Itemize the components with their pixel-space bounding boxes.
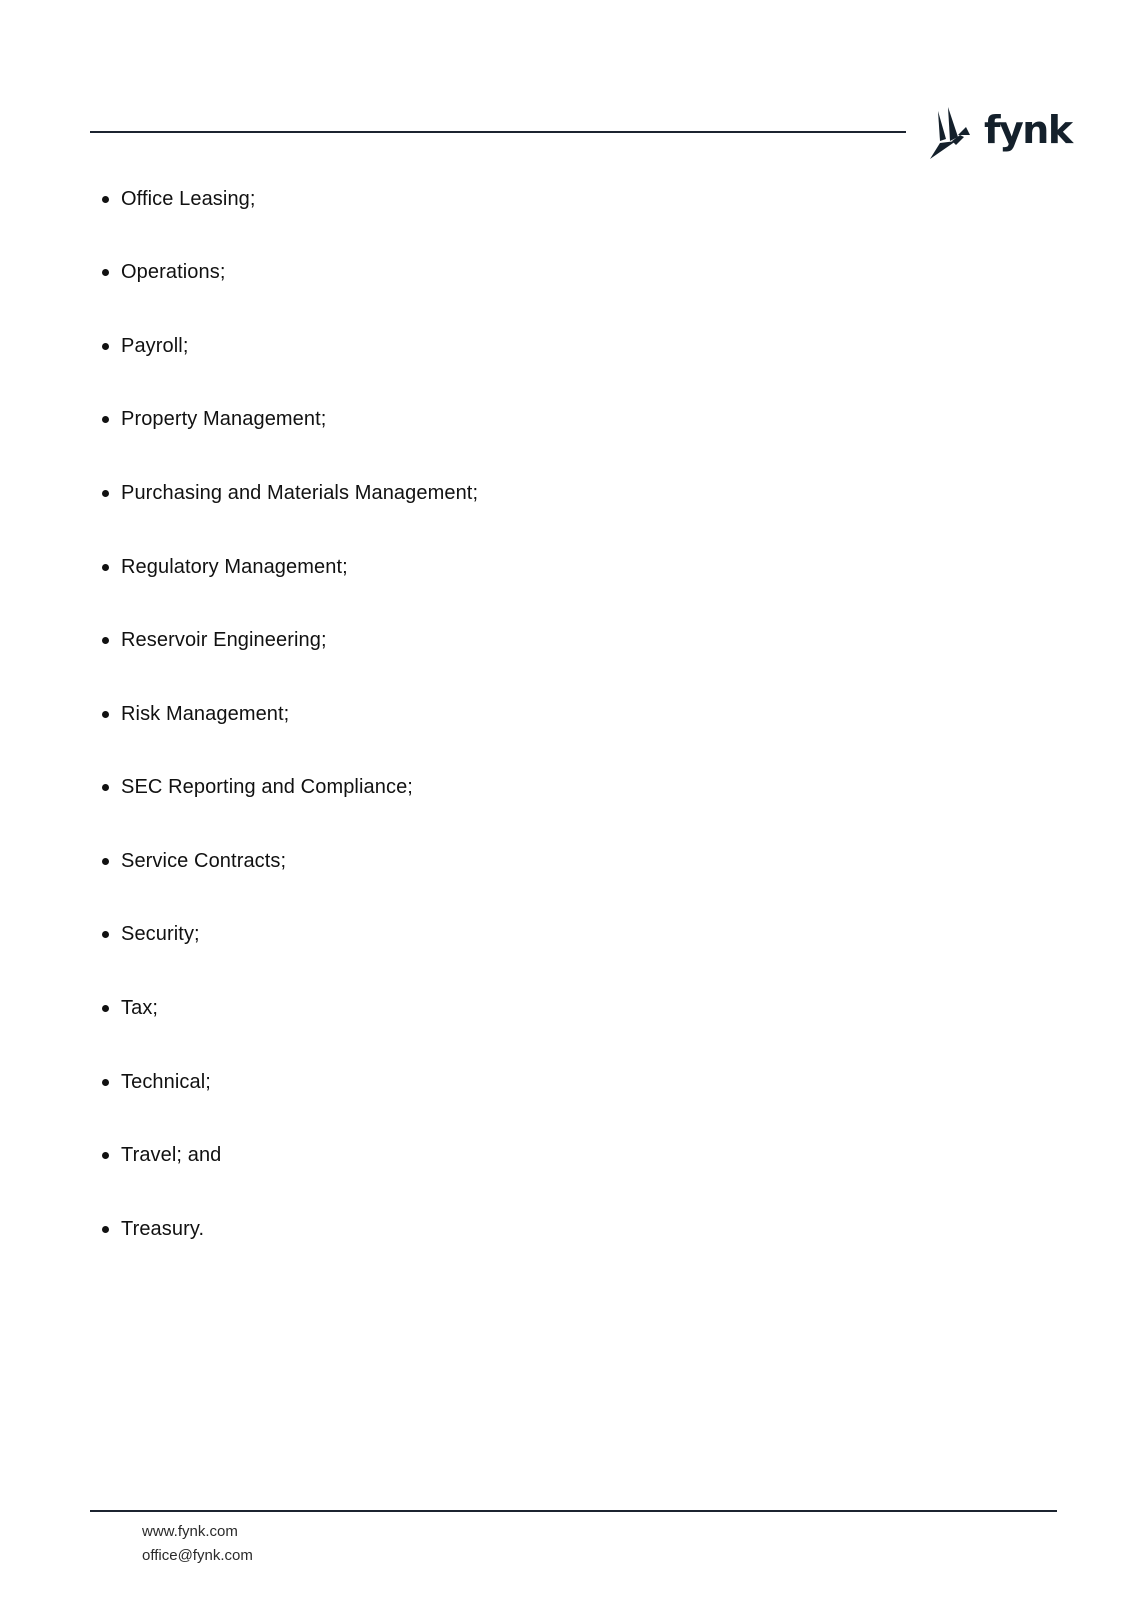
bullet-icon [102,1005,109,1012]
list-item [102,479,478,507]
list-item-text: Operations; [121,260,226,283]
logo-wordmark: fynk [984,108,1072,152]
list-item-text: Regulatory Management; [121,555,348,578]
list-item [102,626,327,654]
list-item-text: Payroll; [121,334,189,357]
list-item-text: Tax; [121,996,159,1019]
bullet-icon [102,1152,109,1159]
bullet-icon [102,711,109,718]
bullet-icon [102,637,109,644]
origami-bird-icon [928,105,978,161]
header-divider [90,131,906,133]
bullet-icon [102,1079,109,1086]
list-item [102,920,200,948]
bullet-icon [102,564,109,571]
bullet-icon [102,343,109,350]
list-item-text: Reservoir Engineering; [121,628,327,651]
list-item-text: SEC Reporting and Compliance; [121,775,413,798]
bullet-icon [102,931,109,938]
footer-email-link[interactable]: office@fynk.com [142,1547,253,1564]
list-item [102,405,326,433]
list-item-text: Treasury. [121,1217,205,1240]
footer-divider [90,1510,1057,1512]
list-item [102,1215,204,1243]
list-item-text: Travel; and [121,1143,222,1166]
list-item [102,773,413,801]
fynk-logo [928,104,1072,162]
list-item-text: Risk Management; [121,702,290,725]
bullet-icon [102,784,109,791]
list-item-text: Service Contracts; [121,849,287,872]
list-item-text: Office Leasing; [121,187,256,210]
bullet-icon [102,1226,109,1233]
list-item-text: Security; [121,922,200,945]
list-item [102,1068,211,1096]
list-item [102,553,348,581]
list-item [102,332,189,360]
list-item-text: Technical; [121,1070,211,1093]
list-item [102,994,158,1022]
list-item-text: Property Management; [121,407,327,430]
list-item [102,700,289,728]
bullet-icon [102,490,109,497]
list-item [102,847,286,875]
list-item [102,258,226,286]
bullet-icon [102,196,109,203]
bullet-icon [102,858,109,865]
bullet-icon [102,416,109,423]
bullet-icon [102,269,109,276]
list-item-text: Purchasing and Materials Management; [121,481,479,504]
list-item [102,185,256,213]
list-item [102,1141,221,1169]
footer-website-link[interactable]: www.fynk.com [142,1523,238,1540]
